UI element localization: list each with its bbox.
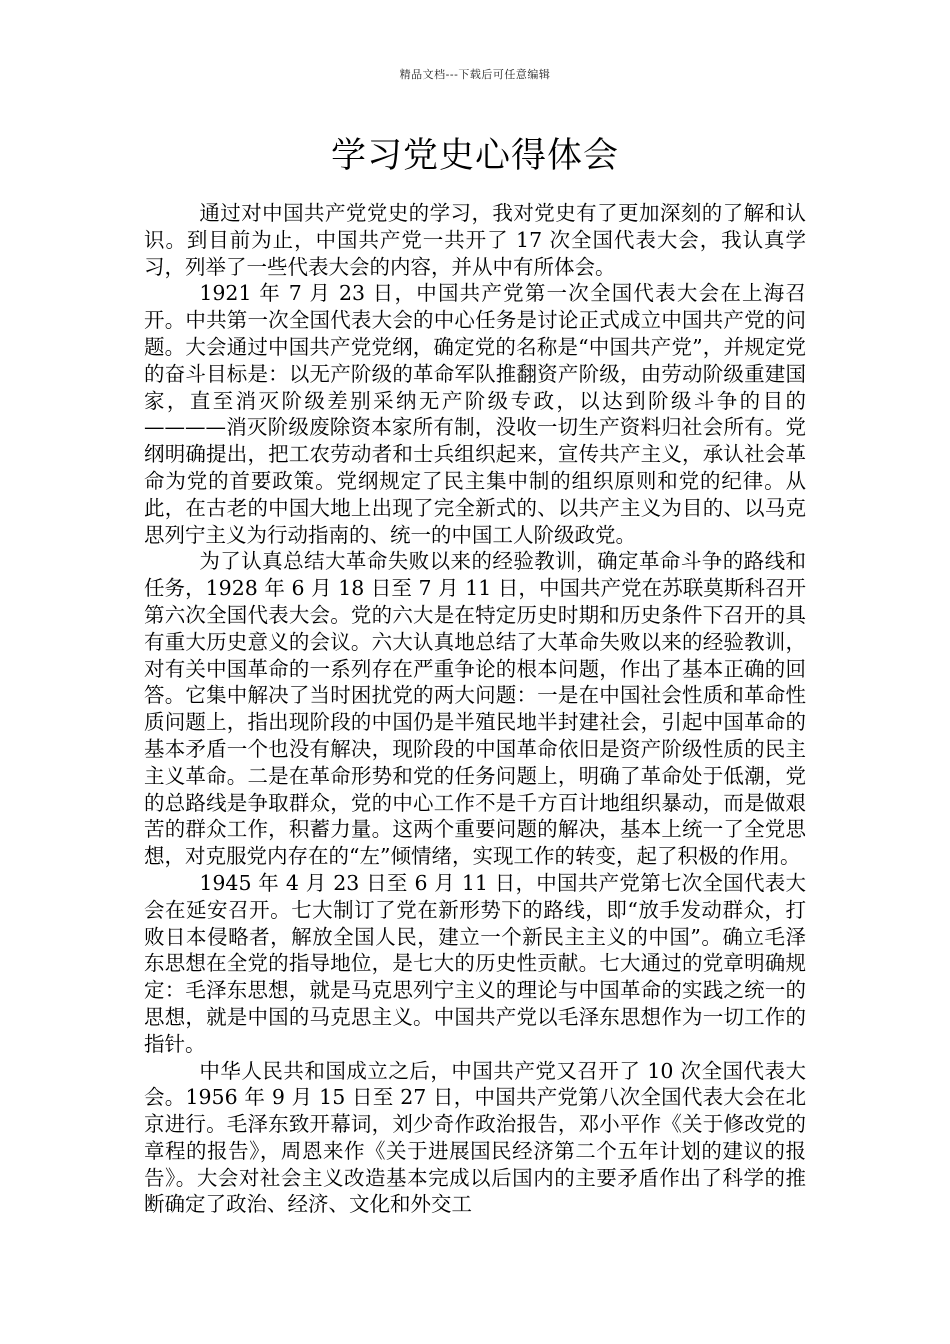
paragraph: 通过对中国共产党党史的学习，我对党史有了更加深刻的了解和认识。到目前为止，中国共产党一共开了 17 次全国代表大会，我认真学习，列举了一些代表大会的内容，并从中有所体会。 [144,201,806,279]
document-body [144,200,806,1218]
paragraph: 1921 年 7 月 23 日，中国共产党第一次全国代表大会在上海召开。中共第一次全国代表大会的中心任务是讨论正式成立中国共产党的问题。大会通过中国共产党党纲，确定党的名称是“中国共产党”，并规定党的奋斗目标是：以无产阶级的革命军队推翻资产阶级，由劳动阶级重建国家，直至消灭阶级差别采纳无产阶级专政，以达到阶级斗争的目的————消灭阶级废除资本家所有制，没收一切生产资料归社会所有。党纲明确提出，把工农劳动者和士兵组织起来，宣传共产主义，承认社会革命为党的首要政策。党纲规定了民主集中制的组织原则和党的纪律。从此，在古老的中国大地上出现了完全新式的、以共产主义为目的、以马克思列宁主义为行动指南的、统一的中国工人阶级政党。 [144,281,806,547]
document-title: 学习党史心得体会 [330,136,619,176]
header-note: 精品文档---下载后可任意编辑 [399,68,551,81]
paragraph: 为了认真总结大革命失败以来的经验教训，确定革命斗争的路线和任务，1928 年 6 月 18 日至 7 月 11 日，中国共产党在苏联莫斯科召开第六次全国代表大会。党的六大是在特定历史时期和历史条件下召开的具有重大历史意义的会议。六大认真地总结了大革命失败以来的经验教训，对有关中国革命的一系列存在严重争论的根本问题，作出了基本正确的回答。它集中解决了当时困扰党的两大问题：一是在中国社会性质和革命性质问题上，指出现阶段的中国仍是半殖民地半封建社会，引起中国革命的基本矛盾一个也没有解决，现阶段的中国革命依旧是资产阶级性质的民主主义革命。二是在革命形势和党的任务问题上，明确了革命处于低潮，党的总路线是争取群众，党的中心工作不是千方百计地组织暴动，而是做艰苦的群众工作，积蓄力量。这两个重要问题的解决，基本上统一了全党思想，对克服党内存在的“左”倾情绪，实现工作的转变，起了积极的作用。 [144,549,806,869]
paragraph: 中华人民共和国成立之后，中国共产党又召开了 10 次全国代表大会。1956 年 9 月 15 日至 27 日，中国共产党第八次全国代表大会在北京进行。毛泽东致开幕词，刘少奇作政治报告，邓小平作《关于修改党的章程的报告》，周恩来作《关于进展国民经济第二个五年计划的建议的报告》。大会对社会主义改造基本完成以后国内的主要矛盾作出了科学的推断确定了政治、经济、文化和外交工 [144,1058,806,1217]
paragraph: 1945 年 4 月 23 日至 6 月 11 日，中国共产党第七次全国代表大会在延安召开。七大制订了党在新形势下的路线，即“放手发动群众，打败日本侵略者，解放全国人民，建立一个新民主主义的中国”。确立毛泽东思想在全党的指导地位，是七大的历史性贡献。七大通过的党章明确规定：毛泽东思想，就是马克思列宁主义的理论与中国革命的实践之统一的思想，就是中国的马克思主义。中国共产党以毛泽东思想作为一切工作的指针。 [144,870,806,1056]
